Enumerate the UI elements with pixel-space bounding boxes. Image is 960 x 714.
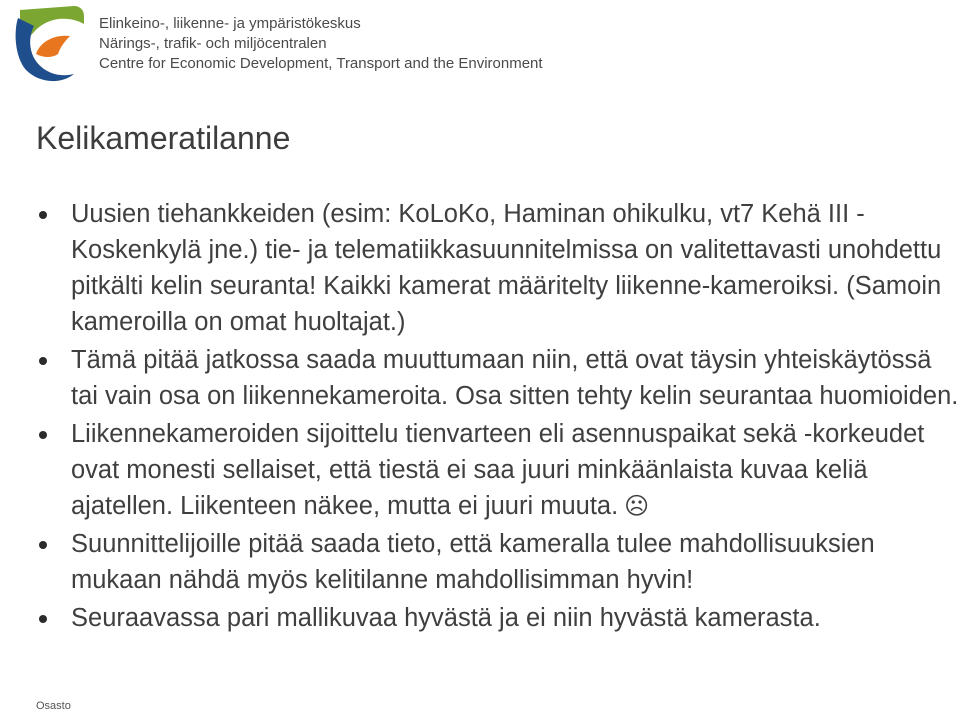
bullet-text: Seuraavassa pari mallikuvaa hyvästä ja ei niin hyvästä kamerasta.	[71, 604, 821, 632]
bullet-dot-icon	[39, 357, 47, 365]
slide-title: Kelikameratilanne	[36, 120, 291, 156]
org-name-english: Centre for Economic Development, Transport and the Environment	[99, 55, 543, 72]
footer-label: Osasto	[36, 700, 71, 712]
bullet-item	[36, 526, 960, 598]
bullet-item	[36, 416, 960, 524]
bullet-text: Uusien tiehankkeiden (esim: KoLoKo, Haminan ohikulku, vt7 Kehä III -Koskenkylä jne.) tie- ja telematiikkasuunnitelmissa on valitettavasti unohdettu pitkälti kelin seuranta! Kaikki kamerat määritelty liikenne-kameroiksi. (Samoin kameroilla on omat huoltajat.)	[71, 200, 942, 336]
bullet-item	[36, 600, 960, 636]
org-name-swedish: Närings-, trafik- och miljöcentralen	[99, 35, 327, 52]
organization-name	[99, 14, 543, 74]
org-name-finnish: Elinkeino-, liikenne- ja ympäristökeskus	[99, 15, 361, 32]
bullet-text: Liikennekameroiden sijoittelu tienvarteen eli asennuspaikat sekä -korkeudet ovat monesti sellaiset, että tiestä ei saa juuri minkäänlaista kuvaa keliä ajatellen. Liikenteen näkee, mutta ei juuri muuta.	[71, 420, 925, 520]
sad-face-icon: ☹	[624, 492, 650, 520]
bullet-dot-icon	[39, 615, 47, 623]
bullet-item	[36, 342, 960, 414]
bullet-list	[36, 196, 960, 638]
bullet-dot-icon	[39, 431, 47, 439]
bullet-item	[36, 196, 960, 340]
bullet-text: Suunnittelijoille pitää saada tieto, että kameralla tulee mahdollisuuksien mukaan nähdä myös kelitilanne mahdollisimman hyvin!	[71, 530, 875, 594]
bullet-dot-icon	[39, 211, 47, 219]
bullet-dot-icon	[39, 541, 47, 549]
ely-logo	[4, 2, 88, 88]
bullet-text: Tämä pitää jatkossa saada muuttumaan niin, että ovat täysin yhteiskäytössä tai vain osa on liikennekameroita. Osa sitten tehty kelin seurantaa huomioiden.	[71, 346, 959, 410]
